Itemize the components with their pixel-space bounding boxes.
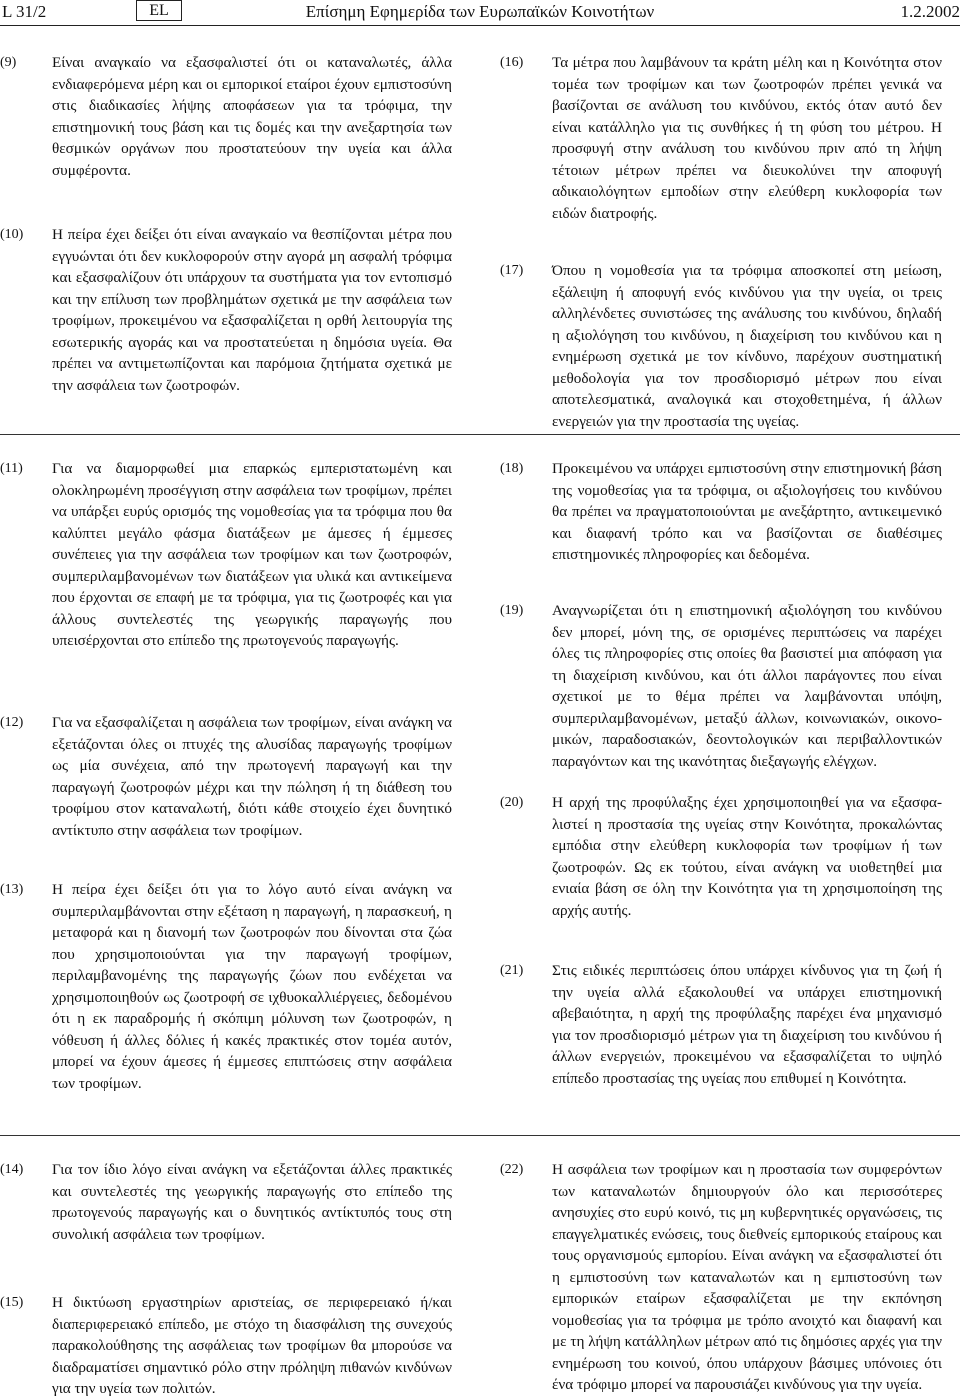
- language-code-box: EL: [136, 0, 182, 21]
- section-divider: [0, 434, 960, 435]
- recital-text: Για τον ίδιο λόγο είναι ανάγκη να εξετάζονται άλλες πρακτικές και συντελεστές της γεωργικής παραγωγής στο επίπεδο της πρωτογενούς παραγωγής και ο δυνητικός αντίκτυπός τους στη συνολική ασφάλεια των τροφίμων.: [52, 1159, 452, 1245]
- publication-date: 1.2.2002: [901, 1, 960, 23]
- recital-number: (22): [500, 1159, 544, 1181]
- recital-text: Η ασφάλεια των τροφίμων και η προστασία των συμφερόντων των καταναλωτών δημιουργούν όλο και περισσότερες ανησυχίες στο ευρύ κοινό, τις μη κυβερνητικές οργανώσεις, τις επαγγελματικές ενώσεις, τους διεθνείς εμπορικούς εταίρους και τους οργανισμούς εμπορίου. Είναι ανάγκη να εξασφαλιστεί ότι η εμπιστοσύνη των καταναλωτών και η εμπιστοσύνη των εμπορικών εταίρων εξασφαλίζεται με την εκπόνηση νομοθεσίας για τα τρόφιμα με τρόπο ανοιχτό και διαφανή και με τη λήψη κατάλληλων μέτρων από τις δημόσιες αρχές για την ενημέρωση του κοινού, όπου υπάρχουν βάσιμες υπόνοιες ότι ένα τρόφιμο μπορεί να παρουσιάζει κινδύνους για την υγεία.: [552, 1159, 942, 1396]
- recital-text: Αναγνωρίζεται ότι η επιστημονική αξιολόγηση του κινδύνου δεν μπορεί, μόνη της, σε ορισμένες περιπτώσεις να παρέχει όλες τις πληροφορίες στις οποίες θα βασιστεί μια απόφαση για τη διαχείριση κινδύνου, και ότι άλλοι παράγοντες που είναι σχετικοί με το θέμα πρέπει να λαμβάνονται υπόψη, συμπεριλαμβανομένων, μεταξύ άλλων, κοινωνιακών, οικονομικών, παραδοσιακών, δεοντολογικών και περιβαλλοντικών παραγόντων και της ικανότητας διεξαγωγής ελέγχων.: [552, 600, 942, 772]
- recital-number: (14): [0, 1159, 44, 1181]
- recital-number: (9): [0, 52, 44, 74]
- recital-number: (13): [0, 879, 44, 901]
- section-2: [0, 458, 960, 1118]
- recital-text: Η αρχή της προφύλαξης έχει χρησιμοποιηθεί για να εξασφαλιστεί η προστασία της υγείας στην Κοινότητα, προκαλώντας εμπόδια στην ελεύθερη κυκλοφορία των τροφίμων ή των ζωοτροφών. Ως εκ τούτου, είναι ανάγκη να υιοθετηθεί μια ενιαία βάση σε όλη την Κοινότητα για τη χρησιμοποίηση της αρχής αυτής.: [552, 792, 942, 921]
- recital-number: (20): [500, 792, 544, 814]
- page-header: [0, 0, 960, 26]
- recital-number: (17): [500, 260, 544, 282]
- recital-number: (21): [500, 960, 544, 982]
- recital-text: Είναι αναγκαίο να εξασφαλιστεί ότι οι καταναλωτές, άλλα ενδιαφερόμενα μέρη και οι εμπορικοί εταίροι έχουν εμπιστοσύνη στις διαδικασίες λήψης αποφάσεων για τα τρόφιμα, την επιστημονική τους βάση και τις δομές και την ανεξαρτησία των θεσμικών οργάνων που προστατεύουν την υγεία και άλλα συμφέροντα.: [52, 52, 452, 181]
- header-rule: [0, 25, 960, 26]
- recital-text: Τα μέτρα που λαμβάνουν τα κράτη μέλη και η Κοινότητα στον τομέα των τροφίμων και των ζωοτροφών πρέπει γενικά να βασίζονται σε ανάλυση του κινδύνου, εκτός όταν αυτό δεν είναι κατάλληλο για τις συνθήκες ή τη φύση του μέτρου. Η προσφυγή στην ανάλυση του κινδύνου πριν από τη λήψη τέτοιων μέτρων πρέπει να διευκολύνει την αποφυγή αδικαιολόγητων εμποδίων στην ελεύθερη κυκλοφορία των ειδών διατροφής.: [552, 52, 942, 224]
- recital-number: (12): [0, 712, 44, 734]
- recital-text: Για να διαμορφωθεί μια επαρκώς εμπεριστατωμένη και ολοκληρωμένη προσέγγιση στην ασφάλεια των τροφίμων, πρέπει να υπάρξει ευρύς ορισμός της νομοθεσίας για τα τρόφιμα που θα καλύπτει μεγάλο φάσμα διατάξεων με άμεσες ή έμμεσες συνέπειες για την ασφάλεια των τροφίμων και των ζωοτροφών, συμπεριλαμβανομένων των διατάξεων για υλικά και αντικείμενα που έρχονται σε επαφή με τα τρόφιμα, για τις ζωοτροφές και για άλλους συντελεστές της γεωργικής παραγωγής που υπεισέρχονται στο επίπεδο της πρωτογενούς παραγωγής.: [52, 458, 452, 652]
- recital-number: (15): [0, 1292, 44, 1314]
- recital-text: Η πείρα έχει δείξει ότι για το λόγο αυτό είναι ανάγκη να συμπεριλαμβάνονται στην εξέταση η παραγωγή, η παρασκευή, η μεταφορά και η διανομή των ζωοτροφών που δίνονται στα ζώα που χρησιμοποιούνται για την παραγωγή τροφίμων, περιλαμβανομένης της παραγωγής ζώων που ενδέχεται να χρησιμοποιηθούν ως ζωοτροφή σε ιχθυοκαλλιέργειες, δεδομένου ότι η εκ παραδρομής ή σκόπιμη μόλυνση των ζωοτροφών, η νόθευση ή άλλες δόλιες ή κακές πρακτικές στον τομέα αυτόν, μπορεί να έχουν άμεσες ή έμμεσες επιπτώσεις στην ασφάλεια των τροφίμων.: [52, 879, 452, 1094]
- section-1: [0, 52, 960, 432]
- recital-text: Όπου η νομοθεσία για τα τρόφιμα αποσκοπεί στη μείωση, εξάλειψη ή αποφυγή ενός κινδύνου για την υγεία, οι τρεις αλληλένδετες συνιστώσες της ανάλυσης του κινδύνου, δηλαδή η αξιολόγηση του κινδύνου, η διαχείριση του κινδύνου και η ενημέρωση σχετικά με τον κίνδυνο, παρέχουν συστηματική μεθοδολογία για τον προσδιορισμό μέτρων που είναι αποτελεσματικά, αναλογικά και στοχοθετημένα, ή άλλων ενεργειών για την προστασία της υγείας.: [552, 260, 942, 432]
- recital-number: (18): [500, 458, 544, 480]
- page-reference: L 31/2: [2, 1, 46, 23]
- recital-text: Προκειμένου να υπάρχει εμπιστοσύνη στην επιστημονική βάση της νομοθεσίας για τα τρόφιμα, οι αξιολογήσεις του κινδύνου θα πρέπει να πραγματοποιούνται με ανεξάρτητο, αντικειμενικό και διαφανή τρόπο και να βασίζονται σε διαθέσιμες επιστημονικές πληροφορίες και δεδομένα.: [552, 458, 942, 566]
- recital-text: Στις ειδικές περιπτώσεις όπου υπάρχει κίνδυνος για τη ζωή ή την υγεία αλλά εξακολουθεί να υπάρχει επιστημονική αβεβαιότητα, η αρχή της προφύλαξης παρέχει ένα μηχανισμό για τον προσδιορισμό μέτρων για τη διαχείριση του κινδύνου ή άλλων ενεργειών, προκειμένου να εξασφαλίζεται το υψηλό επίπεδο προστασίας της υγείας που επιθυμεί η Κοινότητα.: [552, 960, 942, 1089]
- recital-text: Η δικτύωση εργαστηρίων αριστείας, σε περιφερειακό ή/και διαπεριφερειακό επίπεδο, με στόχο τη διασφάλιση της συνεχούς παρακολούθησης της ασφάλειας των τροφίμων θα μπορούσε να διαδραματίσει σημαντικό ρόλο στην πρόληψη πιθανών κινδύνων για την υγεία των πολιτών.: [52, 1292, 452, 1400]
- journal-title: Επίσημη Εφημερίδα των Ευρωπαϊκών Κοινοτήτων: [0, 1, 960, 23]
- section-divider: [0, 1135, 960, 1136]
- recital-number: (19): [500, 600, 544, 622]
- recital-number: (10): [0, 224, 44, 246]
- recital-text: Για να εξασφαλίζεται η ασφάλεια των τροφίμων, είναι ανάγκη να εξετάζονται όλες οι πτυχές της αλυσίδας παραγωγής τροφίμων ως μία συνέχεια, από την πρωτογενή παραγωγή και την παραγωγή ζωοτροφών μέχρι και την πώληση ή τη διάθεση του τροφίμου στον καταναλωτή, διότι κάθε στοιχείο έχει δυνητικό αντίκτυπο στην ασφάλεια των τροφίμων.: [52, 712, 452, 841]
- section-3: [0, 1159, 960, 1395]
- recital-text: Η πείρα έχει δείξει ότι είναι αναγκαίο να θεσπίζονται μέτρα που εγγυώνται ότι δεν κυκλοφορούν στην αγορά μη ασφαλή τρόφιμα και εξασφαλίζουν ότι υπάρχουν τα συστήματα για τον εντοπισμό και την επίλυση των προβλημάτων σχετικά με την ασφάλεια των τροφίμων, προκειμένου να εξασφαλίζεται η ορθή λειτουργία της εσωτερικής αγοράς και να προστατεύεται η δημόσια υγεία. Θα πρέπει να αντιμετωπίζονται και παρόμοια ζητήματα σχετικά με την ασφάλεια των ζωοτροφών.: [52, 224, 452, 396]
- recital-number: (16): [500, 52, 544, 74]
- recital-number: (11): [0, 458, 44, 480]
